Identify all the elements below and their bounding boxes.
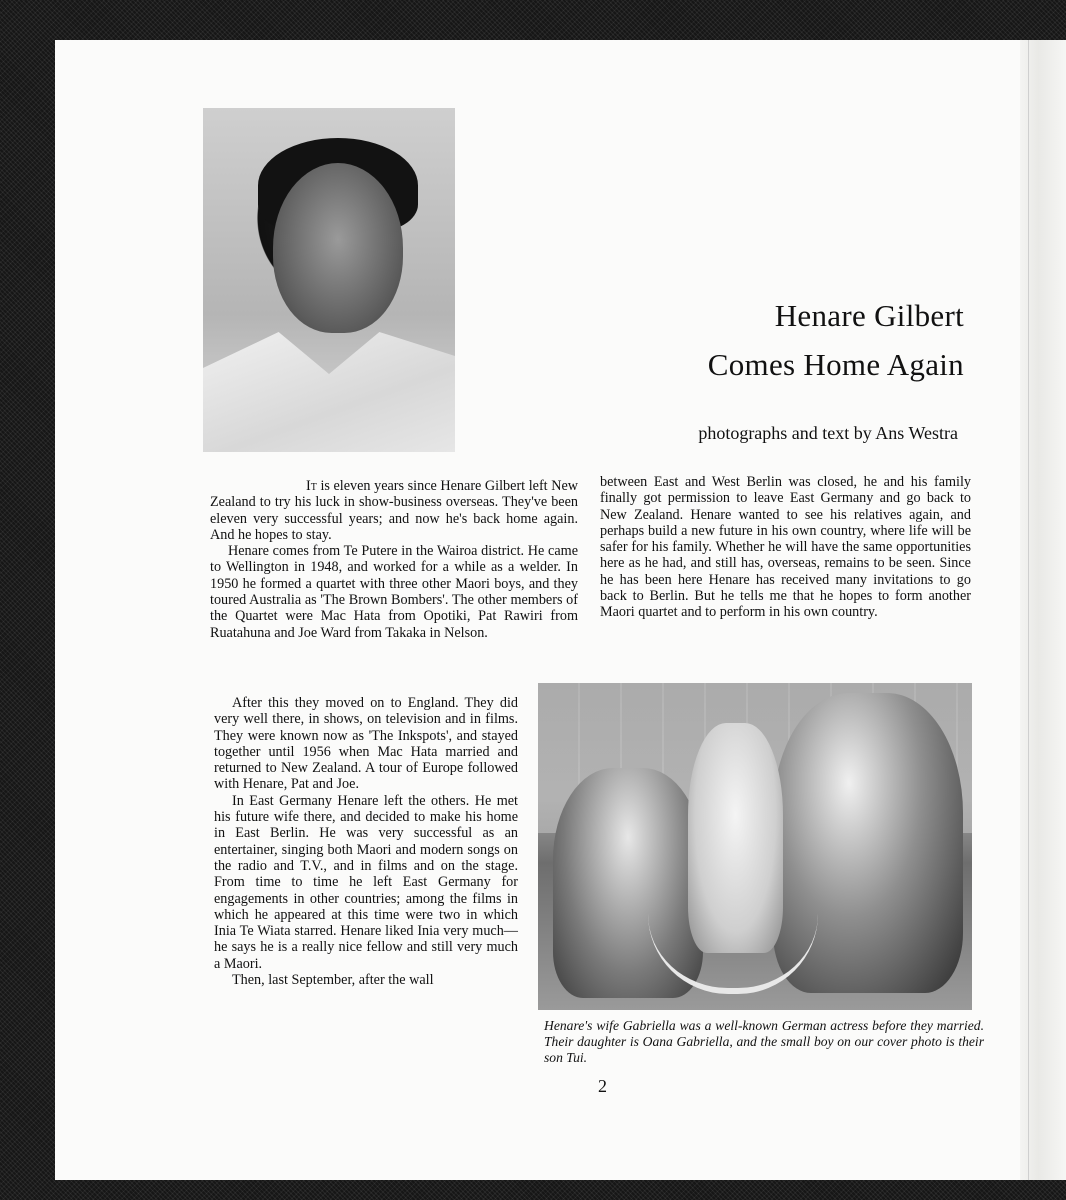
- paragraph-2: Henare comes from Te Putere in the Wairoa district. He came to Wellington in 1948, and worked for a while as a welder. In 1950 he formed a quartet with three other Maori boys, and they toured Australia as 'The Brown Bombers'. The other members of the Quartet were Mac Hata from Opotiki, Pat Rawiri from Ruatahuna and Joe Ward from Takaka in Nelson.: [210, 543, 578, 641]
- page-fold-line: [1028, 40, 1029, 1180]
- paragraph-5: Then, last September, after the wall: [232, 972, 434, 989]
- article-byline: photographs and text by Ans Westra: [698, 423, 958, 443]
- paragraph-6: between East and West Berlin was closed, he and his family finally got permission to leave East Germany and go back to New Zealand. Henare wanted to see his relatives again, and perhaps build a new future in his own country, where life will be safer for his family. Whether he will have the same opportunities here as he had, and still has, overseas, remains to be seen. Since he has been here Henare has received many invitations to go back to Berlin. But he tells me that he hopes to form another Maori quartet and to perform in his own country.: [600, 474, 971, 621]
- paragraph-4: In East Germany Henare left the others. He met his future wife there, and decided to make his home in East Berlin. He was very successful as an entertainer, singing both Maori and modern songs on the radio and T.V., and in films and on the stage. From time to time he left East Germany for engagements in other countries; among the films in which he appeared at this time were two in which Inia Te Wiata starred. Henare liked Inia very much—he says he is a really nice fellow and still very much a Maori.: [214, 792, 518, 972]
- right-column: [600, 474, 971, 621]
- article-title-line-1: Henare Gilbert: [774, 298, 964, 333]
- page-edge: [1020, 40, 1066, 1180]
- portrait-shirt: [203, 332, 455, 452]
- photo-caption: Henare's wife Gabriella was a well-known German actress before they married. Their daughter is Oana Gabriella, and the small boy on our cover photo is their son Tui.: [544, 1018, 984, 1066]
- portrait-photo: [203, 108, 455, 452]
- family-photo: [538, 683, 972, 1010]
- lead-word: It: [306, 478, 317, 494]
- portrait-face: [273, 163, 403, 333]
- paragraph-1: [210, 478, 578, 543]
- paragraph-3: After this they moved on to England. They did very well there, in shows, on television and in films. They were known now as 'The Inkspots', and stayed together until 1956 when Mac Hata married and returned to New Zealand. A tour of Europe followed with Henare, Pat and Joe.: [214, 695, 518, 793]
- left-column-bottom: [214, 695, 518, 988]
- paragraph-1-text: is eleven years since Henare Gilbert left New Zealand to try his luck in show-business overseas. They've been eleven very successful years; and now he's back home again. And he hopes to stay.: [210, 478, 578, 543]
- article-title-line-2: Comes Home Again: [707, 347, 964, 382]
- page-number: 2: [598, 1076, 607, 1096]
- left-column-top: [210, 478, 578, 641]
